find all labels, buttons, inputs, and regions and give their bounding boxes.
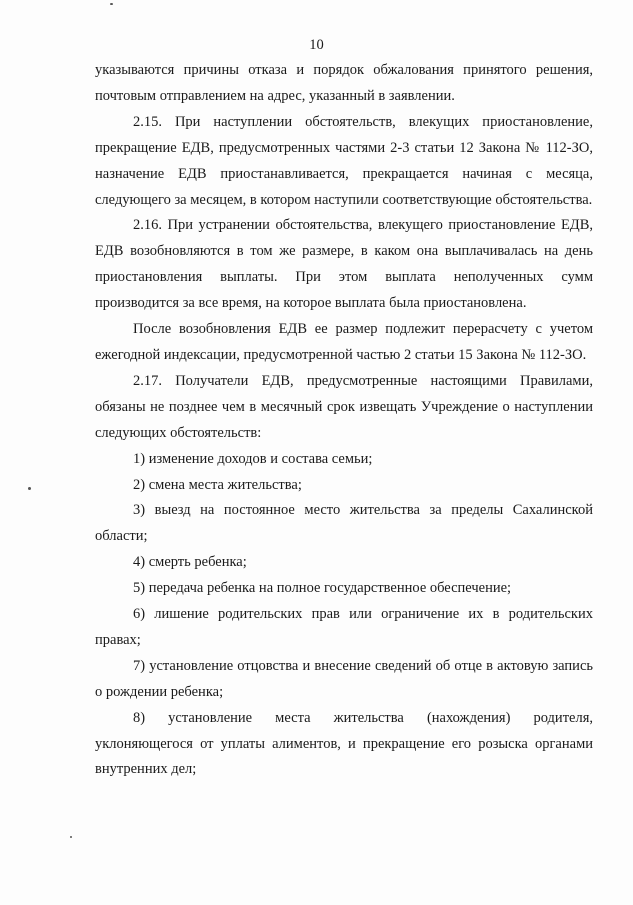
list-item-7: 7) установление отцовства и внесение сведений об отце в актовую запись о рождении ребенка; <box>95 657 593 700</box>
document-body <box>95 58 593 783</box>
list-item-4: 4) смерть ребенка; <box>133 554 247 571</box>
list-item-2: 2) смена места жительства; <box>133 476 302 493</box>
paragraph-recalculation: После возобновления ЕДВ ее размер подлежит перерасчету с учетом ежегодной индексации, предусмотренной частью 2 статьи 15 Закона № 112-ЗО. <box>95 321 593 363</box>
scan-speck <box>110 3 113 5</box>
paragraph-continuation: указываются причины отказа и порядок обжалования принятого решения, почтовым отправлением на адрес, указанный в заявлении. <box>95 62 593 104</box>
list-item-3: 3) выезд на постоянное место жительства за пределы Сахалинской области; <box>95 502 593 545</box>
paragraph-2-16: 2.16. При устранении обстоятельства, влекущего приостановление ЕДВ, ЕДВ возобновляются в том же размере, в каком она выплачивалась на день приостановления выплаты. При этом выплата неполученных сумм производится за все время, на которое выплата была приостановлена. <box>95 217 593 312</box>
paragraph-2-17: 2.17. Получатели ЕДВ, предусмотренные настоящими Правилами, обязаны не позднее чем в месячный срок извещать Учреждение о наступлении следующих обстоятельств: <box>95 372 593 441</box>
page-number: 10 <box>309 37 324 53</box>
list-item-1: 1) изменение доходов и состава семьи; <box>133 450 373 467</box>
scan-speck <box>70 836 72 838</box>
list-item-5: 5) передача ребенка на полное государственное обеспечение; <box>133 580 512 597</box>
scan-speck <box>28 487 31 490</box>
list-item-6: 6) лишение родительских прав или ограничение их в родительских правах; <box>95 606 593 648</box>
list-item-8: 8) установление места жительства (нахождения) родителя, уклоняющегося от уплаты алиментов, и прекращение его розыска органами внутренних дел; <box>95 709 593 778</box>
paragraph-2-15: 2.15. При наступлении обстоятельств, влекущих приостановление, прекращение ЕДВ, предусмотренных частями 2-3 статьи 12 Закона № 112-ЗО, назначение ЕДВ приостанавливается, прекращается начиная с месяца, следующего за месяцем, в котором наступили соответствующие обстоятельства. <box>95 113 593 208</box>
